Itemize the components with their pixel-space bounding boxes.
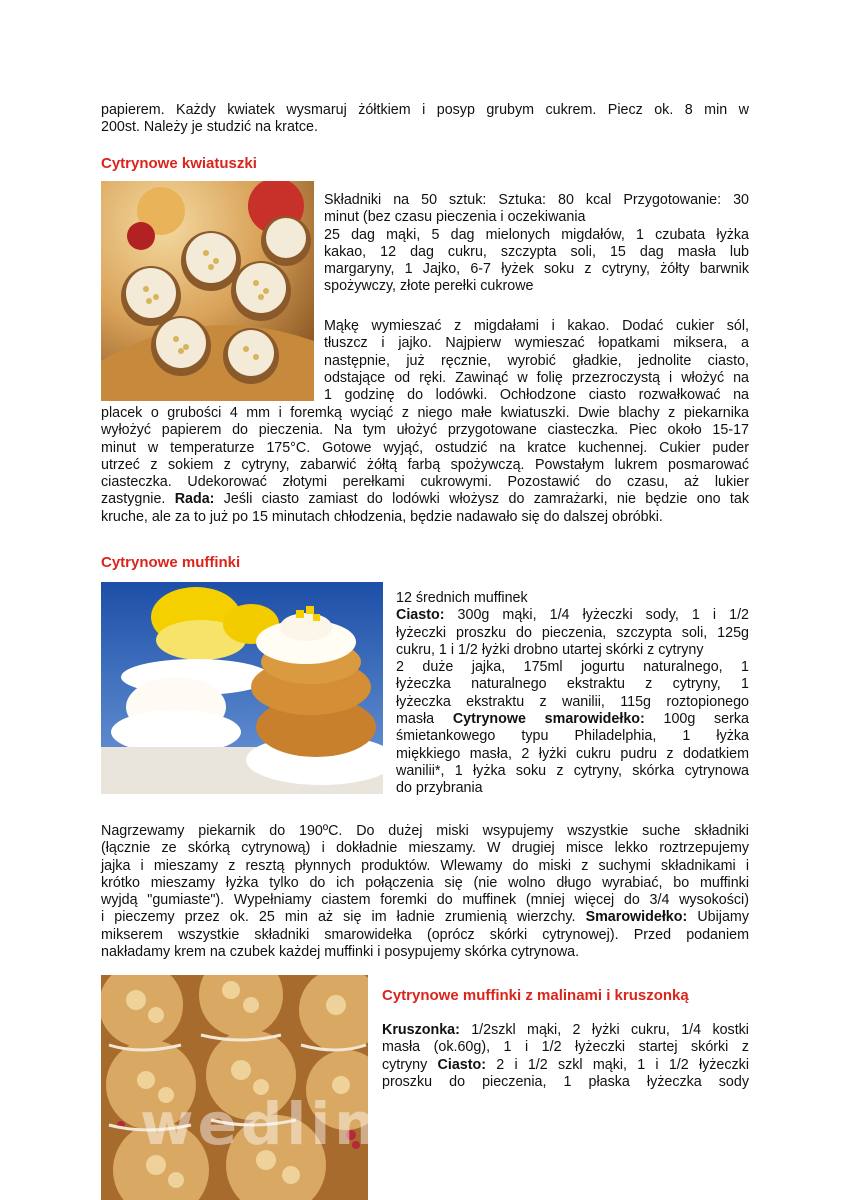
method-text: i pieczemy przez ok. 25 min aż się im ładnie zrumienią wierzchy. xyxy=(101,909,576,926)
method-line: utrzeć z sokiem z cytryny, zabarwić żółtą farbą spożywczą. Powstałym lukrem posmarować xyxy=(101,456,749,473)
intro-line: papierem. Każdy kwiatek wysmaruj żółtkiem i posyp grubym cukrem. Piecz ok. 8 min w xyxy=(101,102,749,118)
intro-text xyxy=(101,102,749,137)
ingredients-line: margaryny, 1 Jajko, 6-7 łyżek soku z cytryny, żółty barwnik xyxy=(324,261,749,278)
lemon-muffins-photo xyxy=(101,582,383,794)
ingredients-text: 100g serka xyxy=(663,711,749,728)
ingredients-line: Składniki na 50 sztuk: Sztuka: 80 kcal Przygotowanie: 30 xyxy=(324,192,749,208)
ingredients-line: 2 duże jajka, 175ml jogurtu naturalnego, 1 xyxy=(396,659,749,676)
muffins-method xyxy=(101,823,749,961)
method-line: odstające od ręki. Zawinąć w folię przezroczystą i włożyć na xyxy=(324,369,749,386)
method-line: nakładamy krem na czubek każdej muffinki i posypujemy skórka cytrynowa. xyxy=(101,944,580,961)
tip-text: zastygnie. xyxy=(101,491,166,508)
ingredients-text: 300g mąki, 1/4 łyżeczki sody, 1 i 1/2 xyxy=(457,607,749,624)
ingredients-line: łyżeczka naturalnego ekstraktu z cytryny, 1 xyxy=(396,676,749,693)
method-line: tłuszcz i jajko. Najpierw wymieszać łopatkami miksera, a xyxy=(324,335,749,352)
tip-line: kruche, ale za to już po 15 minutach chłodzenia, będzie nadawało się do dalszej obróbki. xyxy=(101,508,663,525)
ingredients-line: masła (ok.60g), 1 i 1/2 łyżeczki startej skórki z xyxy=(382,1039,749,1056)
ingredients-line: miękkiego masła, 2 łyżki cukru pudru z dodatkiem xyxy=(396,745,749,762)
method-line: krótko mieszamy łyżka tylko do ich połączenia się (nie wolno długo wyrabiać, bo muffinki xyxy=(101,874,749,891)
method-line: placek o grubości 4 mm i foremką wyciąć z niego małe kwiatuszki. Dwie blachy z piekarnika xyxy=(101,405,749,421)
method-line: 1 godzinę do lodówki. Ochłodzone ciasto rozwałkować na xyxy=(324,387,749,404)
ingredients-line: do przybrania xyxy=(396,780,483,797)
smarowidelko-label: Cytrynowe smarowidełko: xyxy=(452,711,645,728)
ingredients-text: 1/2szkl mąki, 2 łyżki cukru, 1/4 kostki xyxy=(471,1022,749,1038)
section-title-lemon-flowers: Cytrynowe kwiatuszki xyxy=(101,155,257,172)
method-line: jajka i mieszamy z resztą płynnych produktów. Wlewamy do miski z suchymi składnikami i xyxy=(101,857,749,874)
ciasto-label: Ciasto: xyxy=(396,607,445,624)
ingredients-line xyxy=(396,711,749,728)
ingredients-line xyxy=(382,1022,749,1039)
intro-line: 200st. Należy je studzić na kratce. xyxy=(101,119,318,136)
ingredients-line: łyżeczka ekstraktu z wanilii, 115g roztopionego xyxy=(396,693,749,710)
tip-line xyxy=(101,491,749,508)
ingredients-line: 25 dag mąki, 5 dag mielonych migdałów, 1 czubata łyżka xyxy=(324,226,749,243)
method-line: wyłożyć papierem do pieczenia. Na tym ułożyć przygotowane ciasteczka. Piec około 15-17 xyxy=(101,422,749,439)
ingredients-line: cukru, 1 i 1/2 łyżki drobno utartej skórki z cytryny xyxy=(396,641,704,658)
ingredients-line: minut (bez czasu pieczenia i oczekiwania xyxy=(324,209,586,226)
ciasto-label: Ciasto: xyxy=(437,1056,486,1073)
watermark: wedlinydomowe.pl xyxy=(140,1090,816,1158)
ingredients-line: kakao, 12 dag cukru, szczypta soli, 15 dag masła lub xyxy=(324,243,749,260)
ingredients-text: 2 i 1/2 szkl mąki, 1 i 1/2 łyżeczki xyxy=(496,1056,749,1073)
method-line: (łącznie ze skórką cytrynową) i dokładnie mieszamy. W drugiej misce lekko roztrzepujemy xyxy=(101,840,749,857)
smarowidelko-label: Smarowidełko: xyxy=(585,909,688,926)
method-line: minut w temperaturze 175°C. Gotowe wyjąć, ostudzić na kratce kuchennej. Cukier puder xyxy=(101,439,749,456)
flower-cookies-photo xyxy=(101,181,314,401)
ingredients-line: śmietankowego typu Philadelphia, 1 łyżka xyxy=(396,728,749,745)
ingredients-text: cytryny xyxy=(382,1056,428,1073)
ingredients-flowers xyxy=(324,192,749,296)
tip-text: Jeśli ciasto zamiast do lodówki włożysz do zamrażarki, nie będzie ono tak xyxy=(223,491,749,508)
ingredients-line: proszku do pieczenia, 1 płaska łyżeczka sody xyxy=(382,1073,749,1090)
muffins-yield: 12 średnich muffinek xyxy=(396,590,528,606)
kruszonka-label: Kruszonka: xyxy=(382,1022,460,1038)
ingredients-line xyxy=(396,607,749,624)
ingredients-text: masła xyxy=(396,711,435,728)
method-line: następnie, już ręcznie, wyrobić gładkie, jednolite ciasto, xyxy=(324,352,749,369)
ingredients-line: wanilii*, 1 łyżka soku z cytryny, skórka cytrynowa xyxy=(396,762,749,779)
ingredients-line: łyżeczki proszku do pieczenia, szczypta soli, 125g xyxy=(396,624,749,641)
ingredients-line xyxy=(382,1057,749,1074)
method-line: wyjdą "gumiaste"). Wypełniamy ciastem foremki do muffinek (mniej więcej do 3/4 wysokości) xyxy=(101,892,749,909)
method-line: Mąkę wymieszać z migdałami i kakao. Dodać cukier sól, xyxy=(324,318,749,334)
method-flowers-side xyxy=(324,318,749,404)
method-line: Nagrzewamy piekarnik do 190ºC. Do dużej miski wsypujemy wszystkie suche składniki xyxy=(101,823,749,839)
section-title-raspberry-muffins: Cytrynowe muffinki z malinami i kruszonką xyxy=(382,987,689,1004)
muffins-ingredients xyxy=(396,590,749,798)
section-title-lemon-muffins: Cytrynowe muffinki xyxy=(101,554,241,571)
raspberry-ingredients xyxy=(382,1022,749,1091)
method-text: Ubijamy xyxy=(697,909,749,926)
raspberry-muffins-photo xyxy=(101,975,368,1200)
ingredients-line: spożywczy, złote perełki cukrowe xyxy=(324,278,534,295)
tip-label: Rada: xyxy=(174,491,215,508)
method-line xyxy=(101,909,749,926)
method-line: ciasteczka. Udekorować złotymi perełkami cukrowymi. Pozostawić do czasu, aż lukier xyxy=(101,474,749,491)
method-flowers-full xyxy=(101,405,749,526)
method-line: mikserem wszystkie składniki smarowidełka (oprócz skórki cytrynowej). Przed podaniem xyxy=(101,926,749,943)
